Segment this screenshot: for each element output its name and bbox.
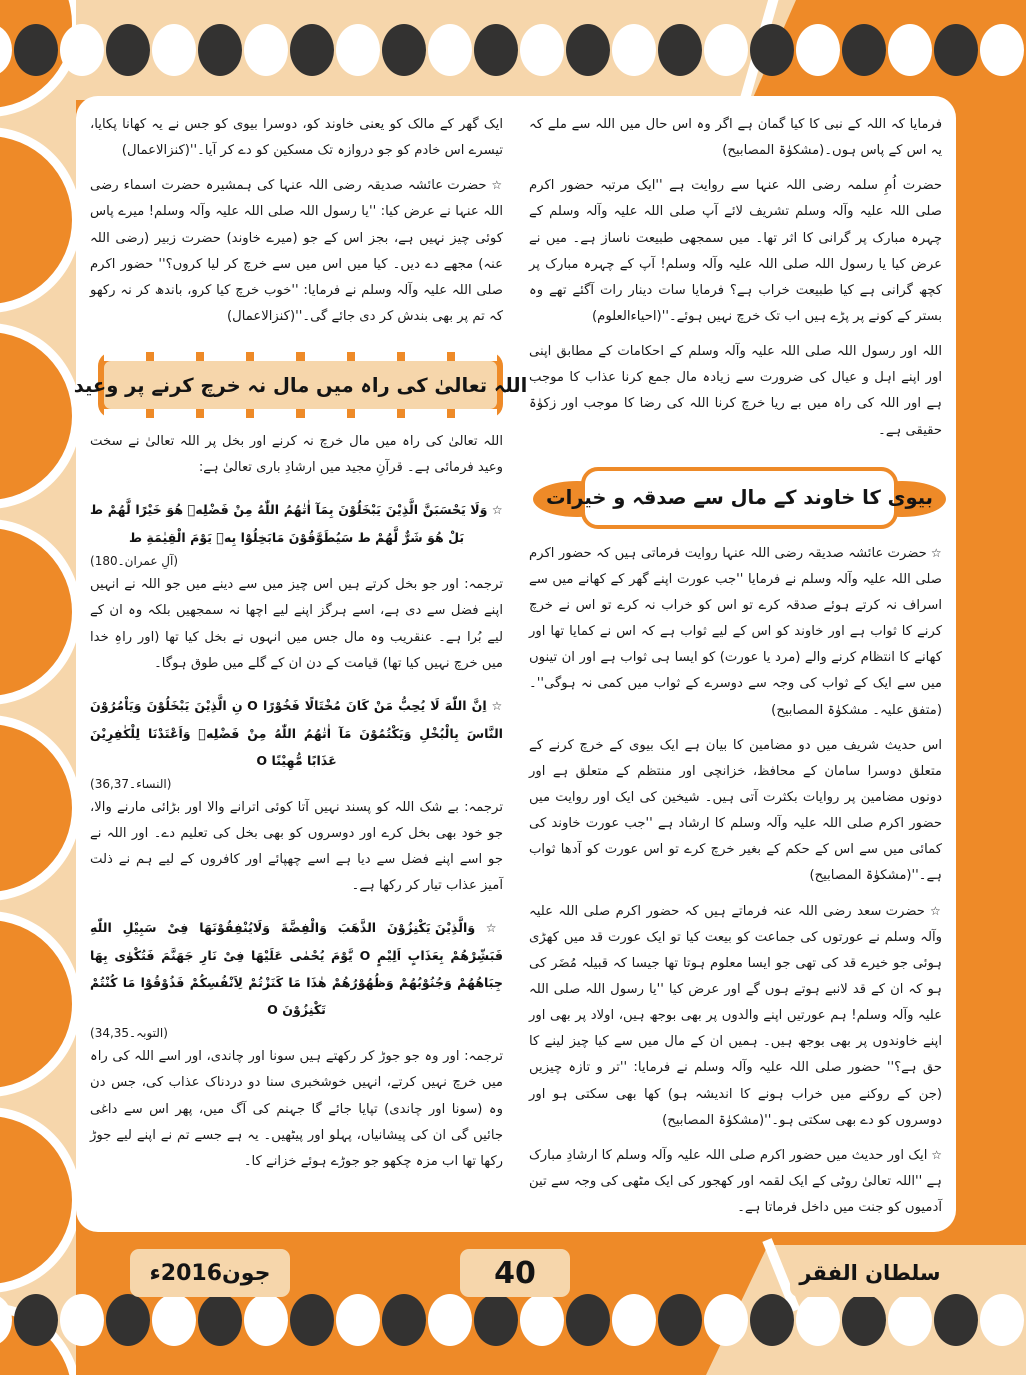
header-pill-box [546,467,933,529]
issue-date-badge [130,1249,290,1297]
scallop-shape [0,528,72,696]
border-dot [14,24,58,76]
filmstrip-notch [254,352,296,361]
verse-text: وَالَّذِيْنَ يَكْنِزُوْنَ الذَّهَبَ وَالْفِضَّةَ وَلَايُنْفِقُوْنَهَا فِىْ سَبِيْلِ اللّٰهِ فَبَشِّرْهُمْ بِعَذَابٍ اَلِيْمٍ O يَّوْمَ يُحْمٰى عَلَيْهَا فِىْ نَارِ جَهَنَّمَ فَتُكْوٰى بِهَا جِبَاهُهُمْ وَجُنُوْبُهُمْ وَظُهُوْرُهُمْ هٰذَا مَا كَنَزْتُمْ لِاَنْفُسِكُمْ فَذُوْقُوْا مَا كُنْتُمْ تَكْنِزُوْنَ O [90,920,503,1018]
border-dot [152,1294,196,1346]
filmstrip-notch [405,352,447,361]
star-bullet-icon: ☆ [475,921,504,936]
section-header-title: بیوی کا خاوند کے مال سے صدقہ و خیرات [546,486,933,510]
star-bullet-icon: ☆ [927,1147,942,1162]
paragraph-spacer [90,1177,503,1184]
scallop-shape [0,1116,72,1284]
page-number-badge [460,1249,570,1297]
body-paragraph [90,795,503,900]
filmstrip-notch [104,409,146,418]
border-dot [244,1294,288,1346]
paragraph-text: ایک گھر کے مالک کو یعنی خاوند کو، دوسرا بیوی کو جس نے یہ کھانا پکایا، تیسرے اس خادم کو جو دروازہ تک مسکین کو دے کر آیا۔''(کنزالاعمال) [90,117,503,159]
border-dot [14,1294,58,1346]
filmstrip-notch [305,409,347,418]
border-dot [704,24,748,76]
scalloped-left-border [0,0,76,1375]
border-dot [198,1294,242,1346]
paragraph-text: اللہ تعالیٰ کی راہ میں مال خرچ نہ کرنے اور بخل پر اللہ تعالیٰ نے سخت وعید فرمائی ہے۔ قرآنِ مجید میں ارشادِ باری تعالیٰ ہے: [90,434,503,476]
body-paragraph [90,429,503,481]
quran-verse [90,496,503,551]
border-dot [842,24,886,76]
scallop-shape [0,724,72,892]
border-dot [106,1294,150,1346]
star-bullet-icon: ☆ [486,178,504,193]
border-dot [428,24,472,76]
border-dot [842,1294,886,1346]
border-dot [520,1294,564,1346]
paragraph-text: حضرت عائشہ صدیقہ رضی اللہ عنہا روایت فرماتی ہیں کہ حضور اکرم صلی اللہ علیہ وآلہ وسلم نے فرمایا ''جب عورت اپنے گھر کے کھانے میں سے اسراف نہ کرتے ہوئے صدقہ کرے تو اس کو خراب نہ کرے تو اس نے خرچ کرنے کا ثواب ہے اور خاوند کو اس کے لیے ثواب ہے کہ اس نے کمایا تھا اور کھانے کا انتظام کرنے والے (مرد یا عورت) کو ایسا ہی ثواب ہے اور ان تینوں میں سے ایک کے ثواب کی وجہ سے دوسرے کے ثواب میں کمی نہ ہوگی''۔(متفق علیہ۔ مشکوٰۃ المصابیح) [529,545,942,718]
border-dot [106,24,150,76]
section-header-filmstrip [73,352,528,418]
issue-date-label: جون2016ء [149,1260,271,1286]
paragraph-spacer [529,892,942,899]
filmstrip-perforations-bottom [104,409,497,418]
border-dot [796,24,840,76]
filmstrip-notch [204,352,246,361]
verse-reference: (التوبہ۔34,35) [90,1026,168,1041]
body-paragraph [90,1044,503,1175]
star-bullet-icon: ☆ [486,698,503,713]
border-dot [382,1294,426,1346]
border-dot [980,24,1024,76]
border-dot [290,24,334,76]
paragraph-spacer [90,679,503,686]
paragraph-text: ترجمہ: اور جو بخل کرتے ہیں اس چیز میں سے دینے میں جو اللہ نے انہیں اپنے فضل سے دی ہے، اسے ہرگز اپنے لیے اچھا نہ سمجھیں بلکہ وہ ان کے لیے بُرا ہے۔ عنقریب وہ مال جس میں انہوں نے بخل کیا تھا (اور راہِ خدا میں خرچ نہیں کیا تھا) قیامت کے دن ان کے گلے میں طوق ہوگا۔ [90,577,503,671]
scallop-shape [0,136,72,304]
paragraph-text: ترجمہ: بے شک اللہ کو پسند نہیں آتا کوئی اترانے والا اور بڑائی مارنے والا، جو خود بھی بخل کرے اور دوسروں کو بھی بخل کی تعلیم دے۔ اور اللہ نے جو اسے اپنے فضل سے دیا ہے اسے چھپائے اور کافروں کے لیے ہم نے ذلت آمیز عذاب تیار کر رکھا ہے۔ [90,799,503,894]
scallop-shape [0,920,72,1088]
border-dot [60,1294,104,1346]
border-dot [336,24,380,76]
border-dot [474,1294,518,1346]
border-dot [980,1294,1024,1346]
border-dot [612,24,656,76]
border-dot [796,1294,840,1346]
section-header-title: اللہ تعالیٰ کی راہ میں مال نہ خرچ کرنے پر وعید [73,373,528,397]
verse-reference: (النساء۔36,37) [90,776,172,791]
paragraph-spacer [90,483,503,490]
star-bullet-icon: ☆ [487,503,503,518]
filmstrip-notch [355,409,397,418]
border-dot [934,1294,978,1346]
body-paragraph [90,112,503,164]
border-dot [750,1294,794,1346]
filmstrip-notch [355,352,397,361]
column-right [529,112,942,1220]
star-bullet-icon: ☆ [926,545,942,560]
border-dot [612,1294,656,1346]
paragraph-spacer [529,166,942,173]
border-dot [382,24,426,76]
border-dot [0,24,12,76]
paragraph-spacer [529,1223,942,1230]
magazine-logo-badge [790,1249,950,1297]
star-bullet-icon: ☆ [924,903,942,918]
border-dot [244,24,288,76]
text-columns [73,112,942,1220]
section-header-inner [73,361,528,409]
body-paragraph [529,112,942,164]
verse-text: اِنَّ اللّٰهَ لَا يُحِبُّ مَنْ كَانَ مُخْتَالًا فَخُوْرًا O نِ الَّذِيْنَ يَبْخَلُوْنَ وَيَاْمُرُوْنَ النَّاسَ بِالْبُخْلِ وَيَكْتُمُوْنَ مَآ اٰتٰهُمُ اللّٰهُ مِنْ فَضْلِهٖ وَاَعْتَدْنَا لِلْكٰفِرِيْنَ عَذَابًا مُّهِيْنًا O [90,697,503,768]
border-dot [520,24,564,76]
paragraph-text: حضرت اُمِ سلمہ رضی اللہ عنہا سے روایت ہے ''ایک مرتبہ حضور اکرم صلی اللہ علیہ وآلہ وسلم تشریف لائے آپ صلی اللہ علیہ وآلہ وسلم کے چہرہ مبارک پر گرانی کا اثر تھا۔ میں سمجھی طبیعت ناساز ہے۔ میں نے عرض کیا یا رسول اللہ صلی اللہ علیہ وآلہ وسلم! آپ کے چہرہ مبارک پر کچھ گرانی ہے کیا طبیعت خراب ہے؟ فرمایا سات دینار رات آگئے تھے وہ بستر کے کونے پر پڑے ہیں اب تک خرچ نہیں ہوئے۔''(احیاءالعلوم) [529,178,942,324]
dot-border-bottom [0,1292,1026,1348]
paragraph-spacer [90,901,503,908]
filmstrip-perforations-top [104,352,497,361]
body-paragraph [90,572,503,677]
filmstrip-notch [455,409,497,418]
border-dot [704,1294,748,1346]
magazine-logo-label: سلطان الفقر [799,1261,941,1285]
filmstrip-notch [204,409,246,418]
paragraph-text: حضرت عائشہ صدیقہ رضی اللہ عنہا کی ہمشیرہ حضرت اسماء رضی اللہ عنہا نے عرض کیا: ''یا رسول اللہ صلی اللہ علیہ وآلہ وسلم! میرے پاس کوئی چیز نہیں ہے، بجز اس کے جو (میرے خاوند) حضرت زبیر (رضی اللہ عنہ) مجھے دے دیں۔ کیا میں اس میں سے خرچ کر لیا کروں؟'' حضور اکرم صلی اللہ علیہ وآلہ وسلم نے فرمایا: ''خوب خرچ کیا کرو، باندھ کر نہ رکھو کہ تم پر بھی بندش کر دی جائے گی۔''(کنزالاعمال) [90,178,503,324]
border-dot [658,1294,702,1346]
paragraph-spacer [529,726,942,733]
quran-verse [90,692,503,774]
paragraph-text: ایک اور حدیث میں حضور اکرم صلی اللہ علیہ وآلہ وسلم کا ارشادِ مبارک ہے ''اللہ تعالیٰ روٹی کے ایک لقمہ اور کھجور کی ایک مٹھی کی وجہ سے تین آدمیوں کو جنت میں داخل فرماتا ہے۔ [529,1147,942,1216]
body-paragraph [529,1143,942,1221]
filmstrip-notch [405,409,447,418]
body-paragraph [529,173,942,330]
scallop-shape [0,332,72,500]
border-dot [934,24,978,76]
border-dot [750,24,794,76]
filmstrip-notch [305,352,347,361]
border-dot [566,1294,610,1346]
border-dot [658,24,702,76]
border-dot [474,24,518,76]
border-dot [198,24,242,76]
paragraph-spacer [529,446,942,453]
paragraph-spacer [529,332,942,339]
border-dot [152,24,196,76]
page-number-label: 40 [494,1255,536,1291]
border-dot [428,1294,472,1346]
paragraph-spacer [90,166,503,173]
quran-verse [90,914,503,1023]
filmstrip-notch [154,352,196,361]
border-dot [888,1294,932,1346]
body-paragraph [90,173,503,330]
border-dot [566,24,610,76]
filmstrip-notch [455,352,497,361]
filmstrip-notch [104,352,146,361]
paragraph-text: حضرت سعد رضی اللہ عنہ فرماتے ہیں کہ حضور اکرم صلی اللہ علیہ وآلہ وسلم نے عورتوں کی جماعت کو بیعت کیا تو ایک عورت قد میں کھڑی ہوئی جو خیرے قد کی تھی جو ایسا معلوم ہوتا تھا جیسا کہ قبیلہ مُضَر کی ہو کہ ان کے قد لانبے ہوتے ہوں گے اور عرض کیا ''یا رسول اللہ صلی اللہ علیہ وآلہ وسلم! ہم عورتیں اپنے والدوں پر بھی بوجھ ہیں، اولاد پر بھی اور اپنے خاوندوں پر بھی بوجھ ہیں۔ ہمیں ان کے مال میں سے کیا چیز لینے کا حق ہے؟'' حضور صلی اللہ علیہ وآلہ وسلم نے فرمایا: ''تر و تازہ چیزیں (جن کے روکنے میں خراب ہونے کا اندیشہ ہو) کھا بھی سکتی ہو اور دوسروں کو دے بھی سکتی ہو۔''(مشکوٰۃ المصابیح) [529,903,942,1128]
body-paragraph [529,733,942,890]
column-left [73,112,528,1220]
verse-text: وَلَا يَحْسَبَنَّ الَّذِيْنَ يَبْخَلُوْنَ بِمَآ اٰتٰهُمُ اللّٰهُ مِنْ فَضْلِهٖ هُوَ خَيْرًا لَّهُمْ ط بَلْ هُوَ شَرٌّ لَّهُمْ ط سَيُطَوَّقُوْنَ مَابَخِلُوْا بِهٖ يَوْمَ الْقِيٰمَةِ ط [90,502,488,546]
verse-reference: (آلِ عمران۔180) [90,554,179,569]
border-dot [336,1294,380,1346]
border-dot [290,1294,334,1346]
paragraph-text: فرمایا کہ اللہ کے نبی کا کیا گمان ہے اگر وہ اس حال میں اللہ سے ملے کہ یہ اس کے پاس ہوں۔(مشکوٰۃ المصابیح) [529,117,942,159]
paragraph-text: اللہ اور رسول اللہ صلی اللہ علیہ وآلہ وسلم کے احکامات کے مطابق اپنی اور اپنے اہل و عیال کی ضرورت سے زیادہ مال جمع کرنا عذاب کا موجب ہے اور اللہ کی راہ میں بے ریا خرچ کرنا اللہ کی رضا کا موجب اور زکوٰۃ حقیقی ہے۔ [529,344,942,438]
dot-border-top [0,22,1026,78]
body-paragraph [529,899,942,1134]
body-paragraph [529,339,942,444]
paragraph-spacer [529,1136,942,1143]
paragraph-text: اس حدیث شریف میں دو مضامین کا بیان ہے ایک بیوی کے خرچ کرنے کے متعلق دوسرا سامان کے محافظ، خزانچی اور منتظم کے متعلق ہے اور دونوں مضامین پر روایات بکثرت آتی ہیں۔ شیخین کی ایک اور روایت میں حضور اکرم صلی اللہ علیہ وآلہ وسلم کا ارشاد ہے ''جب عورت خاوند کی کمائی میں سے اس کے حکم کے بغیر خرچ کرے تو اس عورت کو آدھا ثواب ہے۔''(مشکوٰۃ المصابیح) [529,737,942,884]
body-paragraph [529,541,942,724]
border-dot [60,24,104,76]
border-dot [0,1294,12,1346]
filmstrip-notch [254,409,296,418]
section-header-pill [537,467,942,529]
filmstrip-notch [154,409,196,418]
paragraph-text: ترجمہ: اور وہ جو جوڑ کر رکھتے ہیں سونا اور چاندی، اور اسے اللہ کی راہ میں خرچ نہیں کرتے، انہیں خوشخبری سنا دو دردناک عذاب کی، جس دن وہ (سونا اور چاندی) تپایا جائے گا جہنم کی آگ میں، پھر اس سے داغی جائیں گی ان کی پیشانیاں، پہلو اور پیٹھیں۔ یہ ہے جسے تم نے اپنے لیے جوڑ رکھا تھا اب مزہ چکھو جو جوڑے ہوئے خزانے کا۔ [90,1049,503,1169]
border-dot [888,24,932,76]
paragraph-spacer [90,332,503,339]
